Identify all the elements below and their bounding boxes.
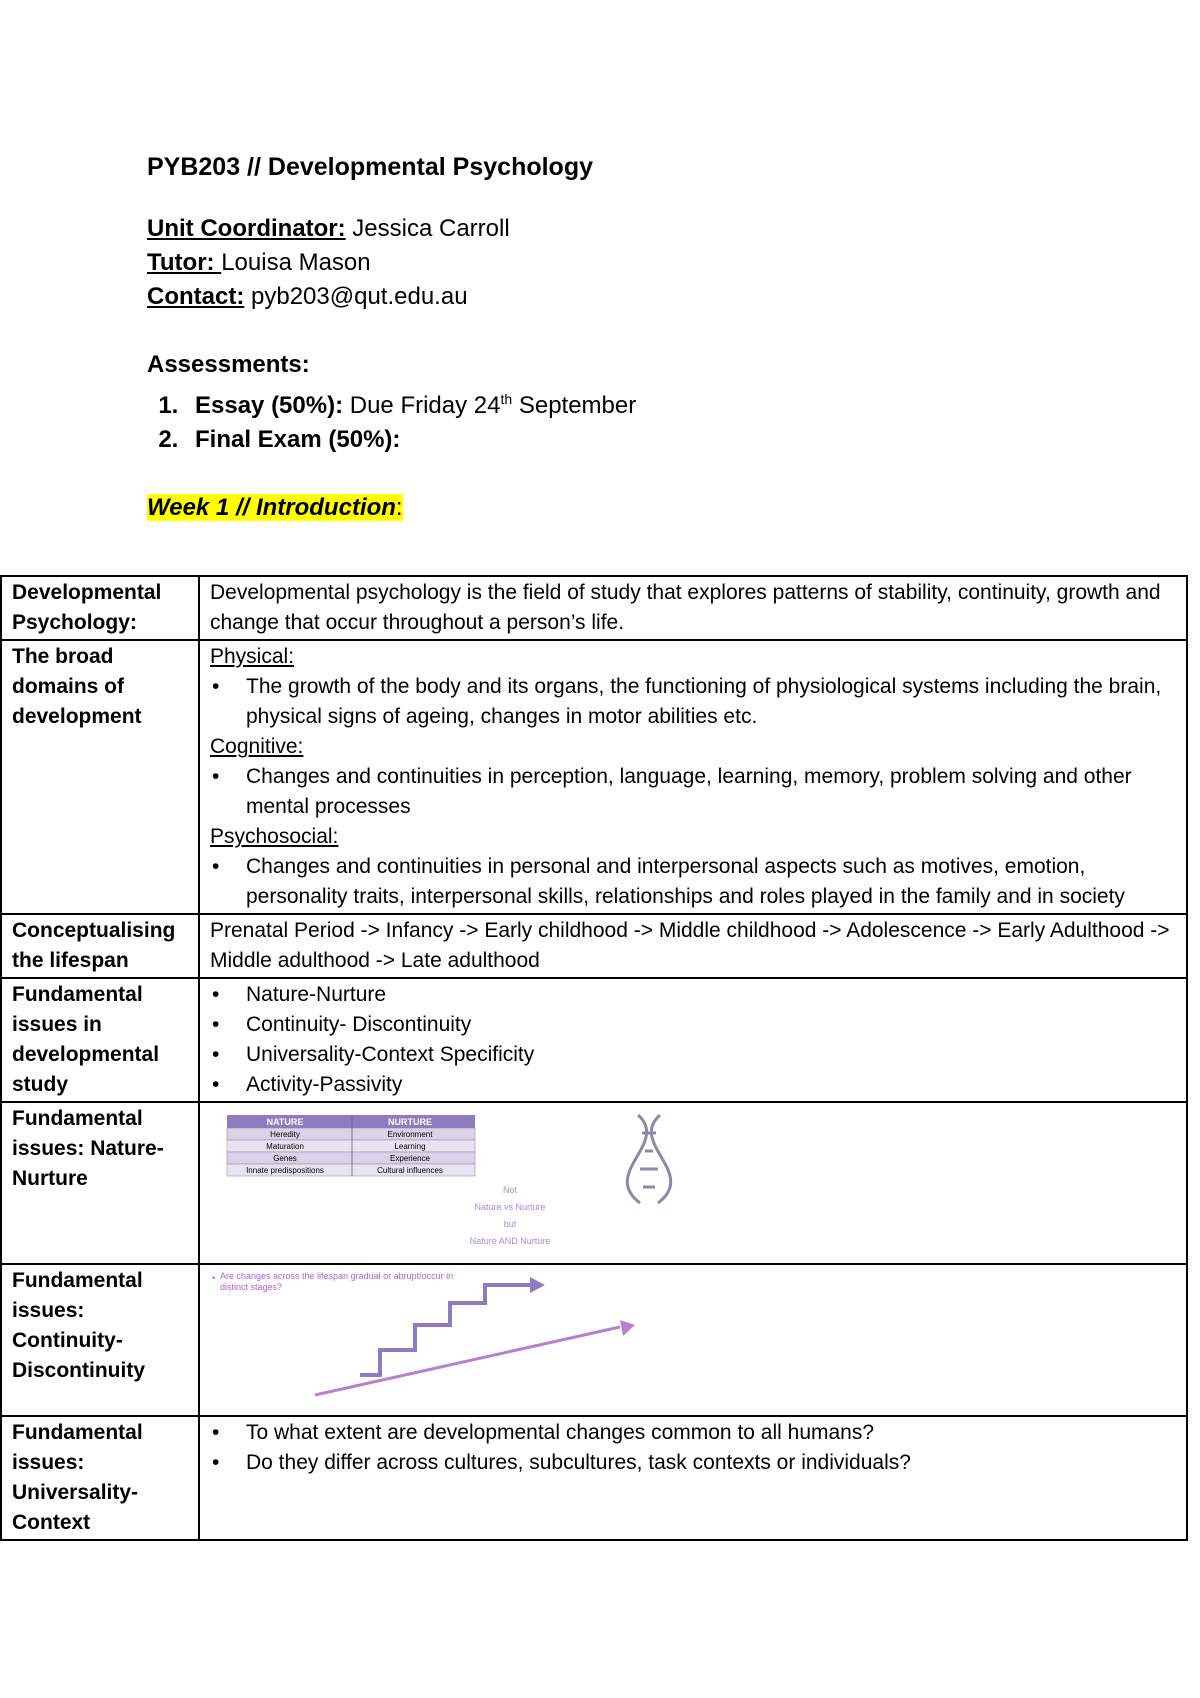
staircase-arrowhead [530, 1277, 545, 1293]
nature-nurture-svg [200, 1103, 700, 1263]
assessment-sup: th [500, 391, 513, 407]
document-header [147, 150, 1047, 525]
week-heading [147, 491, 1047, 525]
table-row-bg [227, 1140, 475, 1152]
assessment-item [185, 423, 1047, 457]
bullet-list [210, 1418, 1180, 1478]
row-text: Prenatal Period -> Infancy -> Early childhood -> Middle childhood -> Adolescence -> Early Adulthood -> Middle adulthood -> Late adulthood [199, 914, 1187, 978]
figure-bullet-text: Are changes across the lifespan gradual or abrupt/occur in distinct stages? [220, 1271, 454, 1292]
week-title: Week 1 // Introduction [147, 494, 396, 521]
table-cell: Heredity [270, 1130, 300, 1139]
table-header-bg [227, 1115, 475, 1128]
dna-icon [627, 1115, 670, 1203]
list-item: • Changes and continuities in personal and interpersonal aspects such as motives, emotion, personality traits, interpersonal skills, relationships and roles played in the family and in society [246, 852, 1180, 912]
row-term: The broad domains of development [1, 640, 199, 914]
table-row [1, 1264, 1187, 1416]
nature-nurture-figure-cell [199, 1102, 1187, 1264]
document-title: PYB203 // Developmental Psychology [147, 153, 593, 181]
table-row-bg [227, 1128, 475, 1140]
continuity-figure [200, 1265, 1186, 1415]
table-row [1, 640, 1187, 914]
row-term: Fundamental issues: Universality-Context [1, 1416, 199, 1540]
assessment-detail-text: Due Friday 24 [343, 392, 501, 419]
table-cell: Learning [394, 1142, 426, 1151]
coordinator-value: Jessica Carroll [345, 215, 510, 242]
assessment-label: Final Exam (50%): [195, 426, 401, 453]
section-heading: Psychosocial: [210, 825, 339, 848]
list-item: • Continuity- Discontinuity [246, 1010, 1180, 1040]
list-item: • Activity-Passivity [246, 1070, 1180, 1100]
figure-bullet-dot: • [212, 1273, 216, 1283]
table-row [1, 1102, 1187, 1264]
list-item: • Do they differ across cultures, subcultures, task contexts or individuals? [246, 1448, 1180, 1478]
table-cell: Maturation [266, 1142, 304, 1151]
list-item: • Universality-Context Specificity [246, 1040, 1180, 1070]
list-item: • Nature-Nurture [246, 980, 1180, 1010]
table-cell: Genes [273, 1154, 297, 1163]
row-text: Developmental psychology is the field of study that explores patterns of stability, continuity, growth and change that occur throughout a person’s life. [199, 576, 1187, 640]
row-term: Fundamental issues: Continuity-Discontinuity [1, 1264, 199, 1416]
table-cell: Experience [389, 1154, 431, 1163]
row-sections [199, 640, 1187, 914]
table-row [1, 914, 1187, 978]
coordinator-line [147, 212, 1047, 246]
section-heading: Physical: [210, 645, 295, 668]
tutor-label: Tutor: [147, 249, 222, 276]
continuity-figure-cell [199, 1264, 1187, 1416]
figure-caption: Not [502, 1185, 518, 1195]
figure-caption: Nature AND Nurture [469, 1236, 551, 1246]
figure-caption: but [503, 1219, 517, 1229]
section-bullets [210, 762, 1180, 822]
figure-bullet-box [220, 1271, 470, 1303]
tutor-value: Louisa Mason [221, 249, 371, 276]
assessment-item [185, 382, 1047, 423]
table-cell: Environment [387, 1130, 433, 1139]
assessment-detail-text2: September [512, 392, 637, 419]
section-heading: Cognitive: [210, 735, 304, 758]
nature-nurture-figure [200, 1103, 1186, 1263]
notes-table [0, 575, 1188, 1541]
table-cell: Innate predispositions [246, 1166, 324, 1175]
table-header-cell: NURTURE [388, 1117, 432, 1127]
list-item: • The growth of the body and its organs, the functioning of physiological systems including the brain, physical signs of ageing, changes in motor abilities etc. [246, 672, 1180, 732]
assessments-list [147, 382, 1047, 457]
list-item: • To what extent are developmental changes common to all humans? [246, 1418, 1180, 1448]
gradual-line [315, 1327, 620, 1395]
continuity-svg [200, 1265, 640, 1415]
row-term: Fundamental issues: Nature-Nurture [1, 1102, 199, 1264]
week-colon: : [395, 494, 403, 521]
tutor-line [147, 246, 1047, 280]
table-row [1, 576, 1187, 640]
assessments-heading: Assessments: [147, 351, 310, 378]
table-header-cell: NATURE [266, 1117, 304, 1127]
contact-label: Contact: [147, 283, 245, 310]
row-term: Conceptualising the lifespan [1, 914, 199, 978]
gradual-arrowhead [620, 1320, 635, 1336]
assessment-detail [343, 392, 636, 419]
contact-value: pyb203@qut.edu.au [244, 283, 468, 310]
section-bullets [210, 672, 1180, 732]
figure-caption: Nature vs Nurture [474, 1202, 546, 1212]
row-bullets [199, 978, 1187, 1102]
table-row [1, 978, 1187, 1102]
row-term: Fundamental issues in developmental study [1, 978, 199, 1102]
table-row [1, 1416, 1187, 1540]
table-cell: Cultural influences [377, 1166, 443, 1175]
table-row-bg [227, 1152, 475, 1164]
row-bullets [199, 1416, 1187, 1540]
section-bullets [210, 852, 1180, 912]
coordinator-label: Unit Coordinator: [147, 215, 346, 242]
list-item: • Changes and continuities in perception, language, learning, memory, problem solving and other mental processes [246, 762, 1180, 822]
row-term: Developmental Psychology: [1, 576, 199, 640]
bullet-list [210, 980, 1180, 1100]
assessment-label: Essay (50%): [195, 392, 344, 419]
contact-line [147, 280, 1047, 314]
